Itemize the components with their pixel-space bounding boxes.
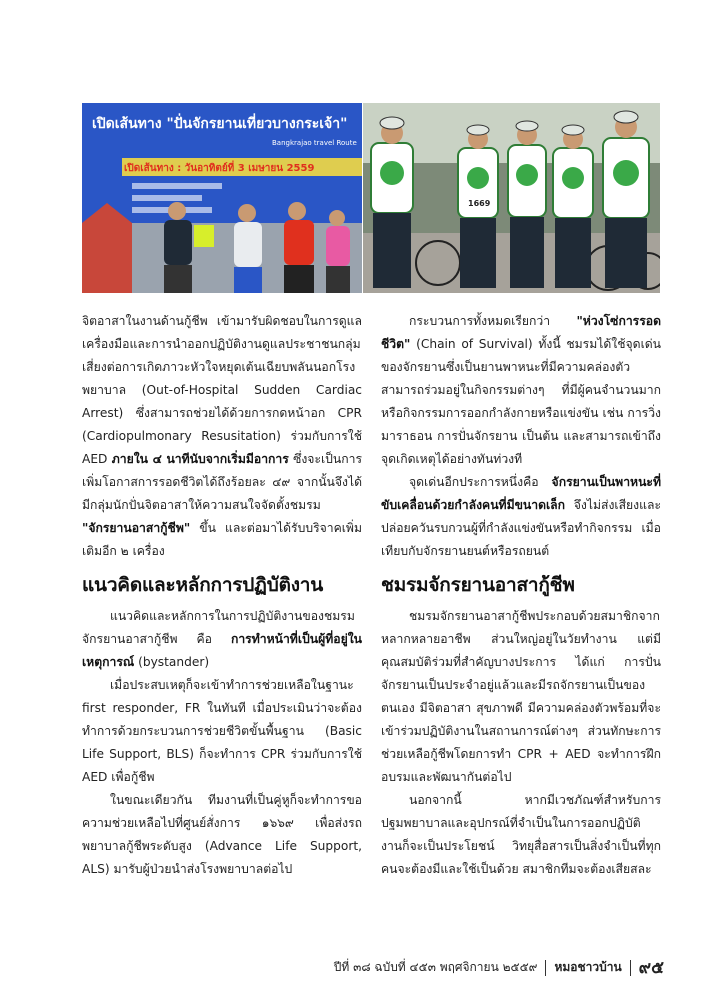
footer-divider <box>630 960 631 976</box>
jersey-number: 1669 <box>468 199 491 208</box>
banner-title: เปิดเส้นทาง "ปั่นจักรยานเที่ยวบางกระเจ้า" <box>92 116 348 132</box>
page-number: ๙๕ <box>638 958 664 978</box>
banner-subtitle: Bangkrajao travel Route <box>272 139 357 147</box>
issue-info: ปีที่ ๓๘ ฉบับที่ ๔๕๓ พฤศจิกายน ๒๕๕๙ <box>333 960 538 974</box>
photo-event-stage <box>82 103 362 293</box>
left-paragraph-3: เมื่อประสบเหตุก็จะเข้าทำการช่วยเหลือในฐานะ first responder, FR ในทันที เมื่อประเมินว่าจะต้องทำการด้วยกระบวนการช่วยชีวิตขั้นพื้นฐาน (Basic Life Support, BLS) ก็จะทำการ CPR ร่วมกับการใช้ AED เพื่อกู้ชีพ <box>82 678 362 784</box>
right-paragraph-1: กระบวนการทั้งหมดเรียกว่า "ห่วงโซ่การรอดชีวิต" (Chain of Survival) ทั้งนี้ ชมรมได้ใช้จุดเด่นของจักรยานซึ่งเป็นยานพาหนะที่มีความคล่องตัว สามารถร่วมอยู่ในกิจกรรมต่างๆ ที่มีผู้คนจำนวนมากหรือกิจกรรมการออกกำลังกายหรือแข่งขัน เช่น การวิ่งมาราธอน การปั่นจักรยาน เป็นต้น และสามารถเข้าถึงจุดเกิดเหตุได้อย่างทันท่วงที <box>381 314 661 466</box>
cyclists-group-image <box>363 103 660 293</box>
left-column <box>82 310 362 881</box>
right-column <box>381 310 661 881</box>
left-paragraph-1: จิตอาสาในงานด้านกู้ชีพ เข้ามารับผิดชอบในการดูแลเครื่องมือและการนำออกปฏิบัติงานดูแลประชาชนกลุ่มเสี่ยงต่อการเกิดภาวะหัวใจหยุดเต้นเฉียบพลันนอกโรงพยาบาล (Out-of-Hospital Sudden Cardiac Arrest) ซึ่งสามารถช่วยได้ด้วยการกดหน้าอก CPR (Cardiopulmonary Resusitation) ร่วมกับการใช้ AED ภายใน ๔ นาทีนับจากเริ่มมีอาการ ซึ่งจะเป็นการเพิ่มโอกาสการรอดชีวิตได้ถึงร้อยละ ๔๙ จากนั้นจึงได้มีกลุ่มนักปั่นจิตอาสาให้ความสนใจจัดตั้งชมรม "จักรยานอาสากู้ชีพ" ขึ้น และต่อมาได้รับบริจาคเพิ่มเติมอีก ๒ เครื่อง <box>82 314 362 558</box>
aed-box <box>194 225 214 247</box>
right-paragraph-4: นอกจากนี้ หากมีเวชภัณฑ์สำหรับการปฐมพยาบาลและอุปกรณ์ที่จำเป็นในการออกปฏิบัติงานก็จะเป็นประโยชน์ วิทยุสื่อสารเป็นสิ่งจำเป็นที่ทุกคนจะต้องมีและใช้เป็นด้วย สมาชิกทีมจะต้องเสียสละ <box>381 793 661 876</box>
section-heading-concept: แนวคิดและหลักการปฏิบัติงาน <box>82 574 324 596</box>
photo-cyclists-group <box>363 103 660 293</box>
left-paragraph-4: ในขณะเดียวกัน ทีมงานที่เป็นคู่หูก็จะทำการขอความช่วยเหลือไปที่ศูนย์สั่งการ ๑๖๖๙ เพื่อส่งรถพยาบาลกู้ชีพระดับสูง (Advance Life Support, ALS) มารับผู้ป่วยนำส่งโรงพยาบาลต่อไป <box>82 793 362 876</box>
section-heading-club: ชมรมจักรยานอาสากู้ชีพ <box>381 574 575 596</box>
left-paragraph-2: แนวคิดและหลักการในการปฏิบัติงานของชมรมจักรยานอาสากู้ชีพ คือ การทำหน้าที่เป็นผู้ที่อยู่ในเหตุการณ์ (bystander) <box>82 609 362 669</box>
page-footer <box>334 954 664 981</box>
right-paragraph-3: ชมรมจักรยานอาสากู้ชีพประกอบด้วยสมาชิกจากหลากหลายอาชีพ ส่วนใหญ่อยู่ในวัยทำงาน แต่มีคุณสมบัติร่วมที่สำคัญบางประการ ได้แก่ การปั่นจักรยานเป็นประจำอยู่แล้วและมีรถจักรยานเป็นของตนเอง มีจิตอาสา สุขภาพดี มีความคล่องตัวพร้อมที่จะเข้าร่วมปฏิบัติงานในสถานการณ์ต่างๆ ส่วนทักษะการช่วยเหลือกู้ชีพโดยการทำ CPR + AED จะทำการฝึกอบรมและพัฒนากันต่อไป <box>381 609 661 784</box>
event-stage-image <box>82 103 362 293</box>
footer-divider <box>545 960 546 976</box>
banner-date: เปิดเส้นทาง : วันอาทิตย์ที่ 3 เมษายน 2559 <box>124 163 315 174</box>
magazine-name: หมอชาวบ้าน <box>554 960 622 974</box>
right-paragraph-2: จุดเด่นอีกประการหนึ่งคือ จักรยานเป็นพาหนะที่ขับเคลื่อนด้วยกำลังคนที่มีขนาดเล็ก จึงไม่ส่งเสียงและปล่อยควันรบกวนผู้ที่กำลังแข่งขันหรือทำกิจกรรม เมื่อเทียบกับจักรยานยนต์หรือรถยนต์ <box>381 475 661 558</box>
